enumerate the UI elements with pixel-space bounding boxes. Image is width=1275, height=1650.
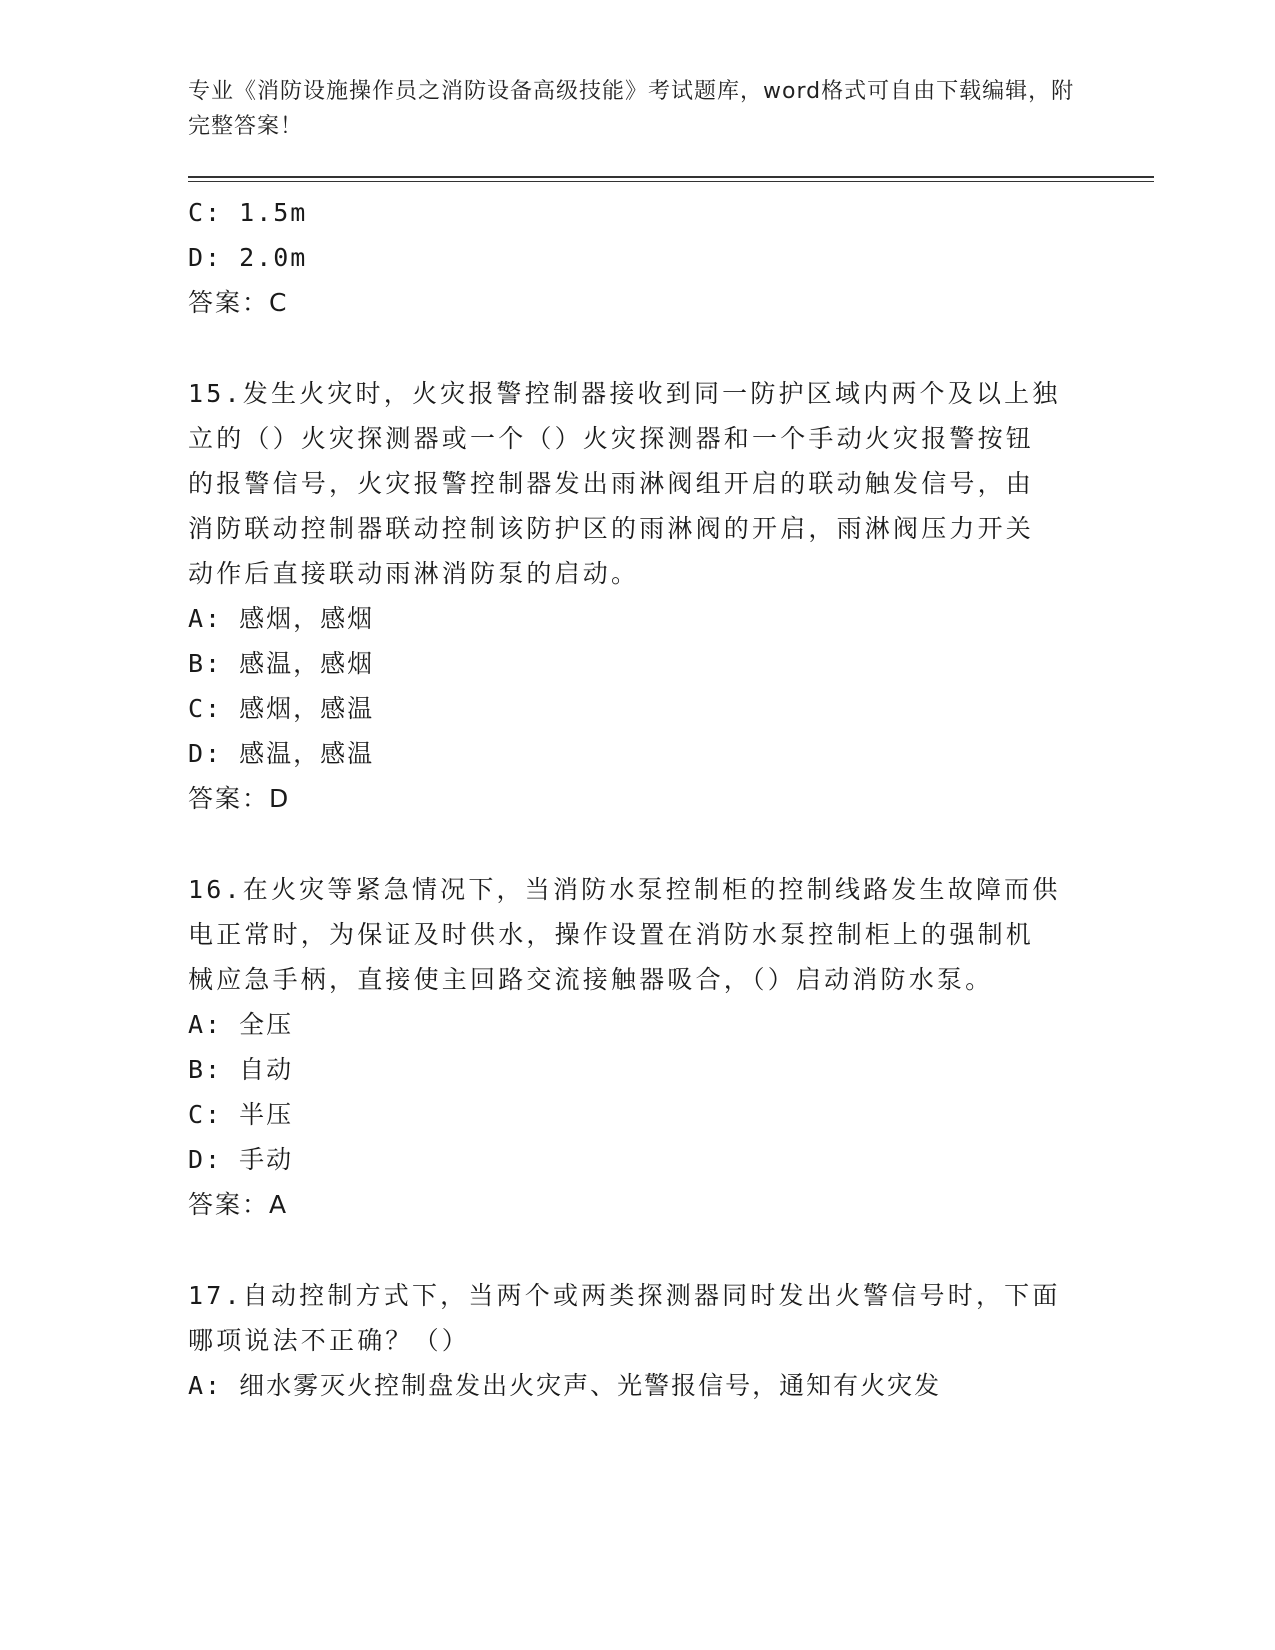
option-c: C: 感烟，感温: [188, 694, 375, 723]
header-rule-thin: [188, 181, 1154, 182]
option-a: A: 细水雾灭火控制盘发出火灾声、光警报信号，通知有火灾发: [188, 1371, 942, 1400]
question-text-line: 17.自动控制方式下，当两个或两类探测器同时发出火警信号时，下面: [188, 1281, 1061, 1310]
question-text-line: 动作后直接联动雨淋消防泵的启动。: [188, 559, 640, 588]
option-b: B: 感温，感烟: [188, 649, 375, 678]
option-d: D: 手动: [188, 1145, 294, 1174]
question-text-line: 的报警信号，火灾报警控制器发出雨淋阀组开启的联动触发信号，由: [188, 469, 1035, 498]
option-c: C: 半压: [188, 1100, 294, 1129]
option-d: D: 2.0m: [188, 243, 308, 272]
question-text-line: 立的（）火灾探测器或一个（）火灾探测器和一个手动火灾报警按钮: [188, 424, 1035, 453]
question-text-line: 15.发生火灾时，火灾报警控制器接收到同一防护区域内两个及以上独: [188, 379, 1061, 408]
header-rule-thick: [188, 176, 1154, 178]
question-text-line: 消防联动控制器联动控制该防护区的雨淋阀的开启，雨淋阀压力开关: [188, 514, 1035, 543]
option-a: A: 全压: [188, 1010, 294, 1039]
question-15: [188, 371, 1088, 821]
question-text-line: 电正常时，为保证及时供水，操作设置在消防水泵控制柜上的强制机: [188, 920, 1035, 949]
question-text-line: 械应急手柄，直接使主回路交流接触器吸合，（）启动消防水泵。: [188, 965, 994, 994]
answer-label: 答案：D: [188, 784, 291, 813]
answer-label: 答案：C: [188, 288, 289, 317]
option-d: D: 感温，感温: [188, 739, 375, 768]
question-text-line: 哪项说法不正确？（）: [188, 1326, 471, 1355]
option-c: C: 1.5m: [188, 198, 308, 227]
question-text-line: 16.在火灾等紧急情况下，当消防水泵控制柜的控制线路发生故障而供: [188, 875, 1061, 904]
prev-question-block: [188, 190, 1088, 325]
option-a: A: 感烟，感烟: [188, 604, 375, 633]
document-header: 专业《消防设施操作员之消防设备高级技能》考试题库，word格式可自由下载编辑，附完整答案！: [188, 79, 1075, 139]
question-16: [188, 867, 1088, 1227]
answer-label: 答案：A: [188, 1190, 289, 1219]
question-content: [188, 190, 1088, 1408]
option-b: B: 自动: [188, 1055, 294, 1084]
question-17: [188, 1273, 1088, 1408]
